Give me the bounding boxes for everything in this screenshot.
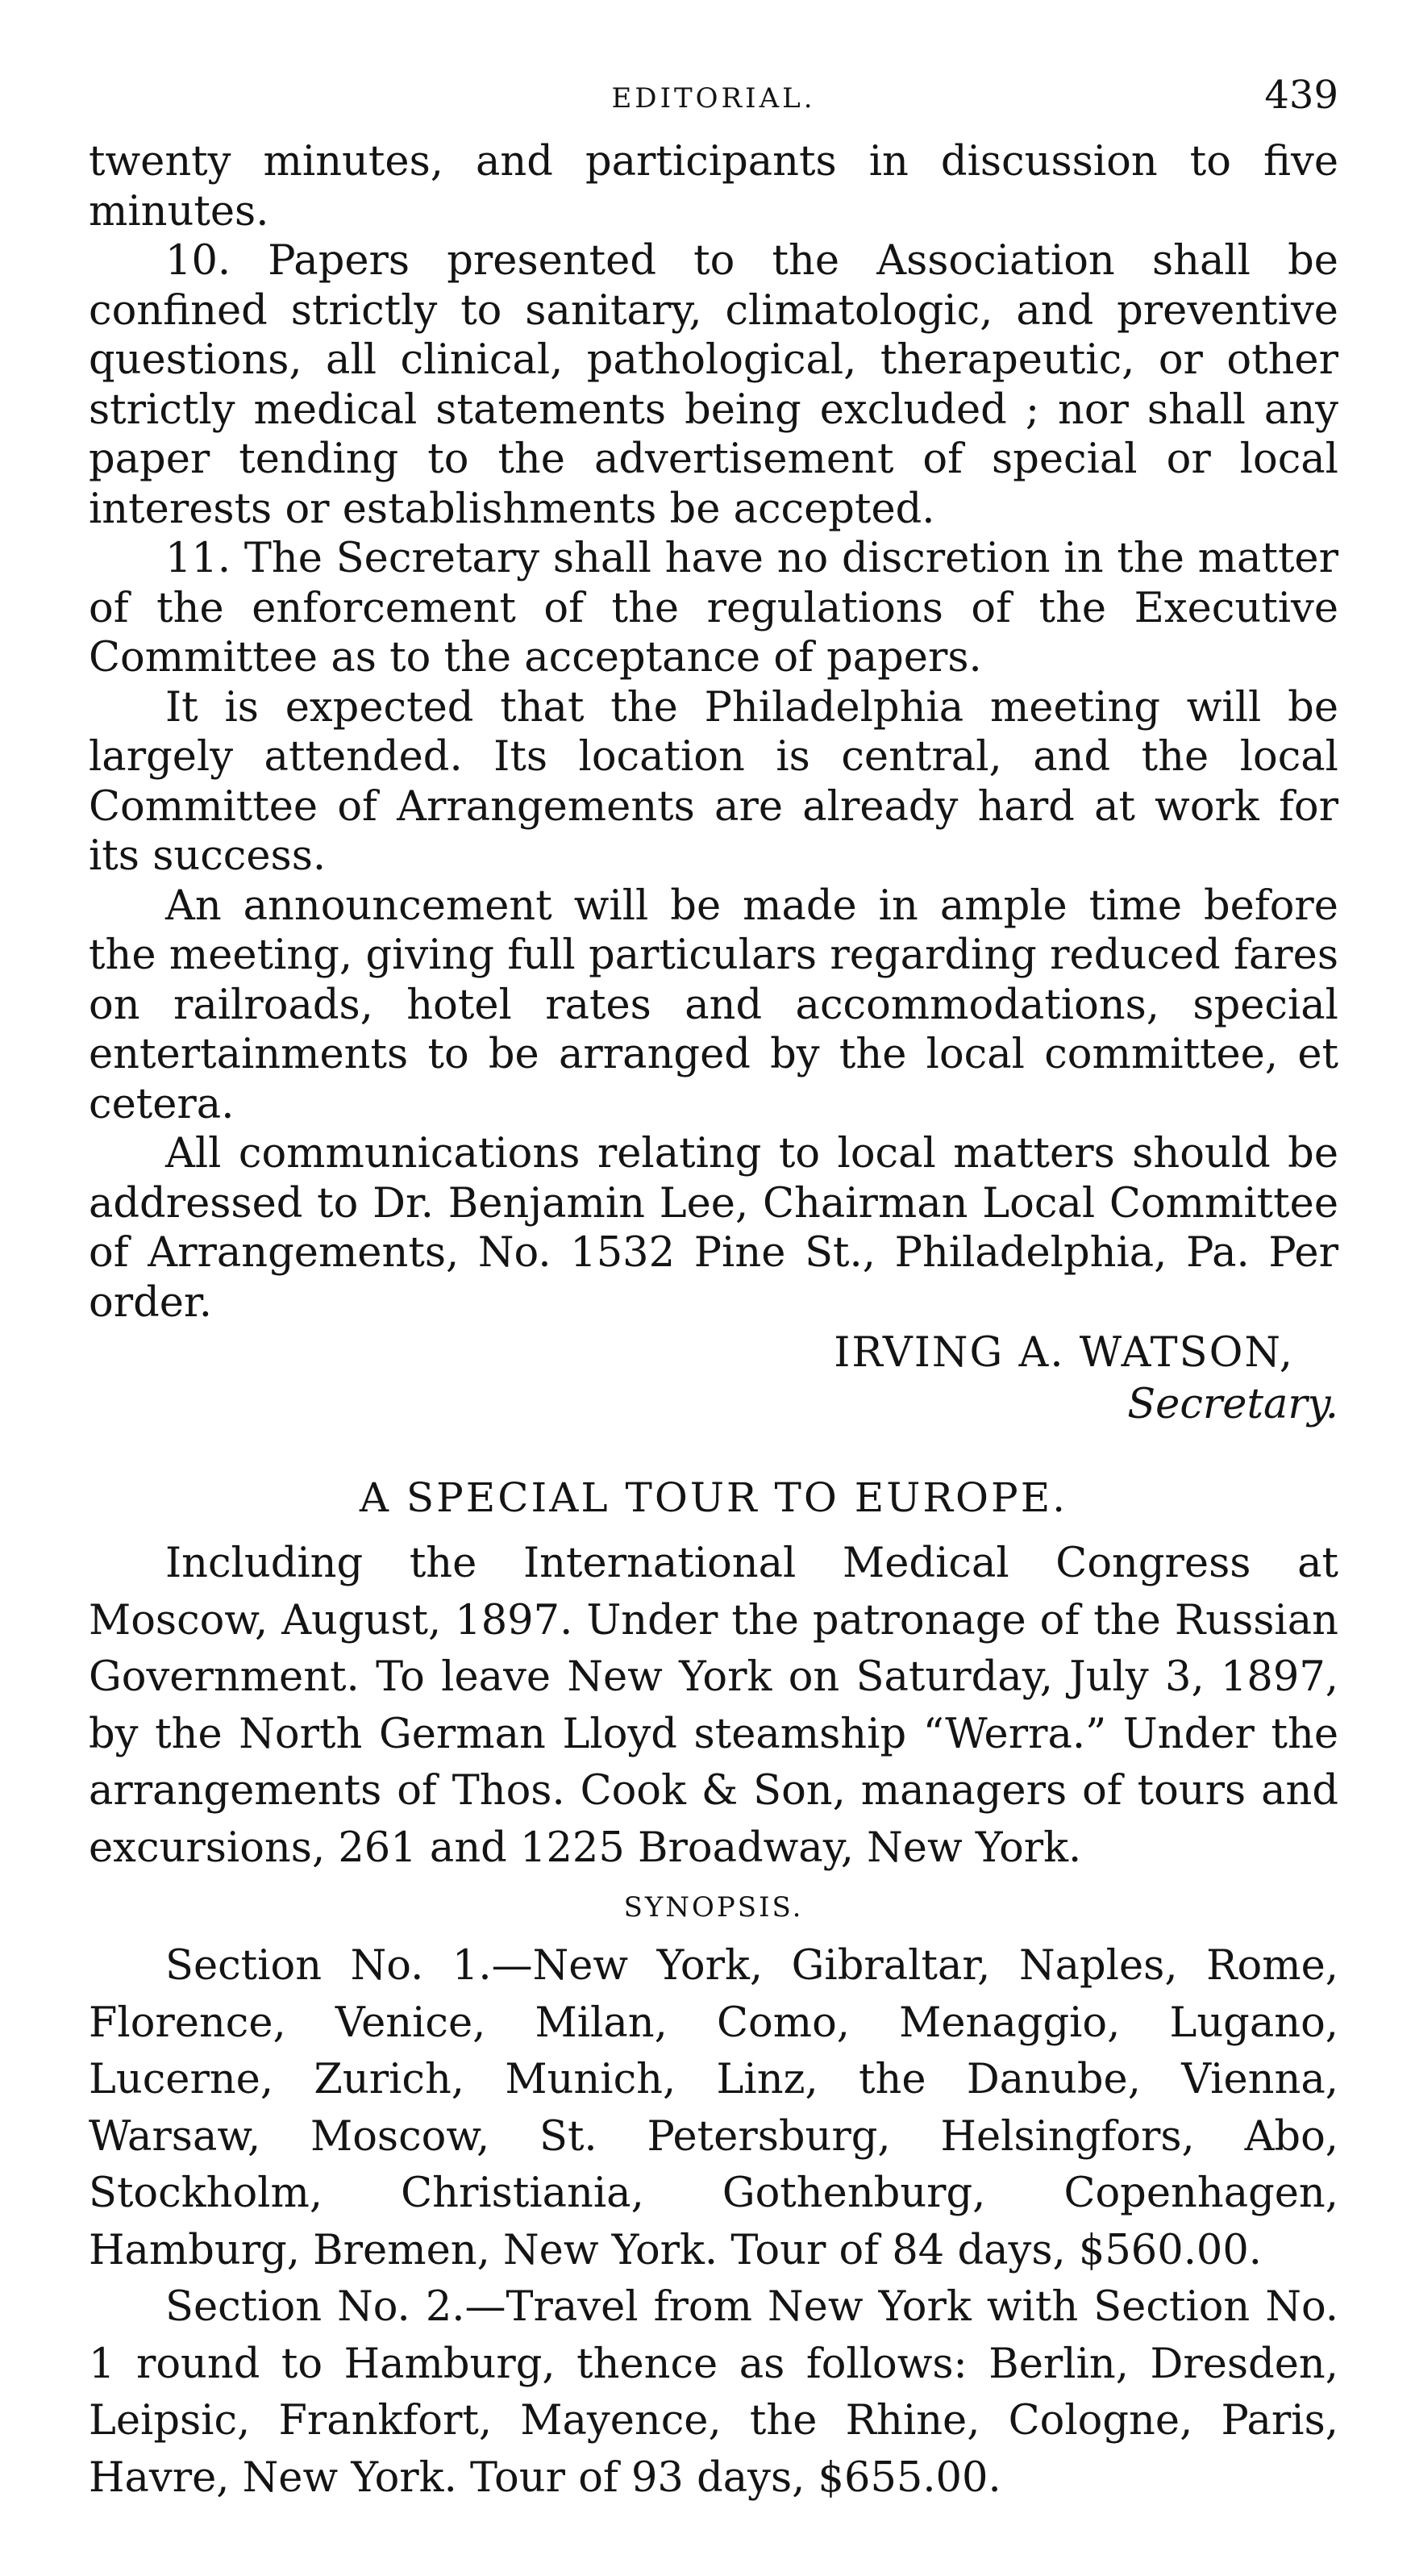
tour-intro-paragraph: Including the International Medical Congress at Moscow, August, 1897. Under the patronage of the Russian Government. To leave New York on Saturday, July 3, 1897, by the North German Lloyd steamship “Werra.” Under the arrangements of Thos. Cook & Son, managers of tours and excursions, 261 and 1225 Broadway, New York. bbox=[89, 1540, 1338, 1872]
paragraph-continuation: twenty minutes, and participants in discussion to five minutes. bbox=[89, 138, 1338, 236]
rule-10-paragraph: 10. Papers presented to the Association shall be confined strictly to sanitary, climatologic, and preventive questions, all clinical, pathological, therapeutic, or other strictly medical statements being excluded ; nor shall any paper tending to the advertisement of special or local interests or establishments be accepted. bbox=[89, 237, 1338, 533]
section-2-paragraph: Section No. 2.—Travel from New York with Section No. 1 round to Hamburg, thence as follows: Berlin, Dresden, Leipsic, Frankfort, Mayence, the Rhine, Cologne, Paris, Havre, New York. Tour of 93 days, $655.00. bbox=[89, 2283, 1338, 2502]
signature-name: IRVING A. WATSON, bbox=[834, 1329, 1294, 1377]
tour-section bbox=[89, 1471, 1338, 2507]
signature-title: Secretary. bbox=[1127, 1381, 1338, 1428]
meeting-paragraph: It is expected that the Philadelphia meeting will be largely attended. Its location is central, and the local Committee of Arrangements are already hard at work for its success. bbox=[89, 683, 1338, 880]
synopsis-heading: SYNOPSIS. bbox=[623, 1891, 804, 1924]
rule-11-paragraph: 11. The Secretary shall have no discretion in the matter of the enforcement of the regulations of the Executive Committee as to the acceptance of papers. bbox=[89, 535, 1338, 682]
tour-heading: A SPECIAL TOUR TO EUROPE. bbox=[359, 1474, 1068, 1521]
announcement-paragraph: An announcement will be made in ample time before the meeting, giving full particulars regarding reduced fares on railroads, hotel rates and accommodations, special entertainments to be arranged by the local committee, et cetera. bbox=[89, 882, 1338, 1128]
document-page bbox=[89, 73, 1338, 2507]
communications-paragraph: All communications relating to local matters should be addressed to Dr. Benjamin Lee, Chairman Local Committee of Arrangements, No. 1532 Pine St., Philadelphia, Pa. Per order. bbox=[89, 1130, 1338, 1327]
running-title: EDITORIAL. bbox=[611, 82, 816, 115]
editorial-section bbox=[89, 137, 1338, 1431]
section-1-paragraph: Section No. 1.—New York, Gibraltar, Naples, Rome, Florence, Venice, Milan, Como, Menaggio, Lugano, Lucerne, Zurich, Munich, Linz, the Danube, Vienna, Warsaw, Moscow, St. Petersburg, Helsingfors, Abo, Stockholm, Christiania, Gothenburg, Copenhagen, Hamburg, Bremen, New York. Tour of 84 days, $560.00. bbox=[89, 1942, 1338, 2274]
running-header bbox=[89, 73, 1338, 137]
page-number: 439 bbox=[1264, 73, 1338, 118]
